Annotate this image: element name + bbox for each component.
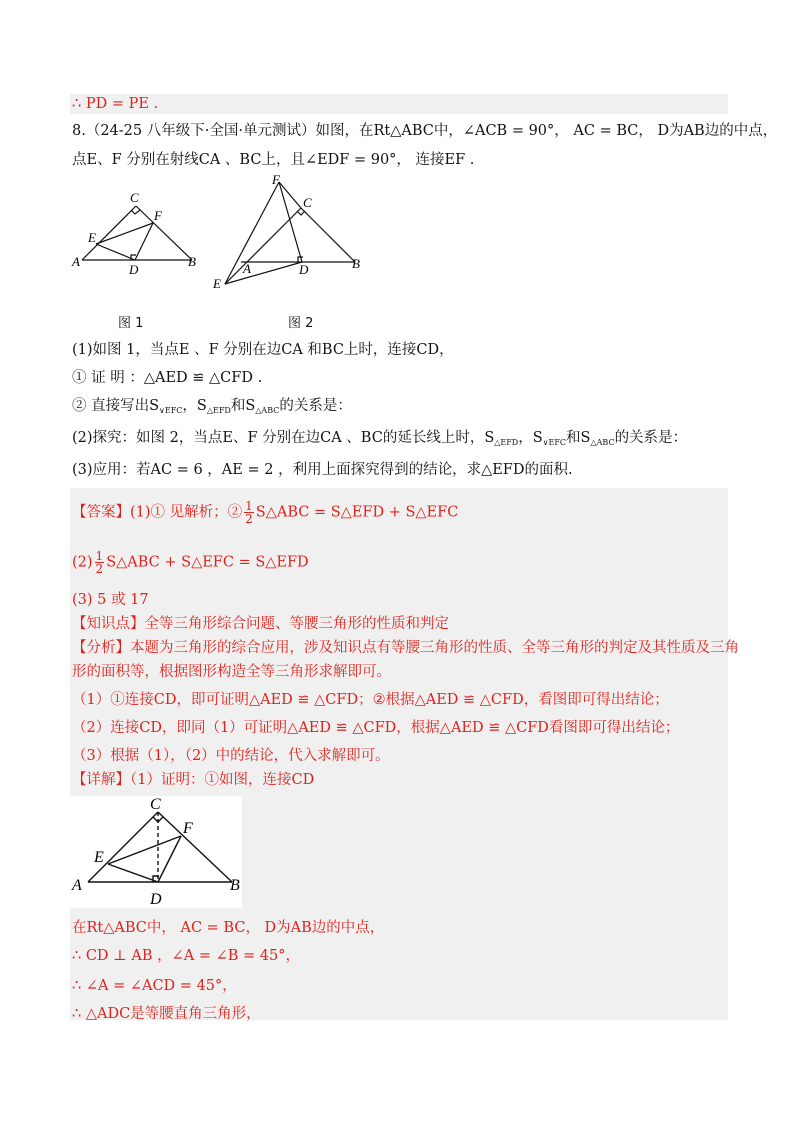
analysis-step-1: （1）①连接CD，即可证明△AED ≌ △CFD；②根据△AED ≌ △CFD，看图即可得出结论； <box>72 692 669 708</box>
analysis-line-1 <box>72 638 739 658</box>
q1b-post: 的关系是： <box>279 398 352 414</box>
q2-sub-2: ∨EFC <box>542 438 567 447</box>
fig1-label-e: E <box>88 230 96 245</box>
knowledge-tag: 【知识点】 <box>72 616 145 632</box>
fig2-label-e: E <box>213 276 221 291</box>
q1b-sub-3: △ABC <box>255 406 280 415</box>
knowledge-point <box>72 614 449 634</box>
answer-1-label: 【答案】(1)① 见解析；② <box>72 504 243 521</box>
question-3: (3)应用：若AC = 6 ，AE = 2 ，利用上面探究得到的结论，求△EFD的面积. <box>72 462 573 478</box>
fig3-label-e: E <box>94 849 104 866</box>
fig2-caption: 图 2 <box>288 316 314 331</box>
figure-1 <box>68 188 208 278</box>
detail-text: （1）证明：①如图，连接CD <box>130 772 315 788</box>
q2-sub-1: △EFD <box>494 438 519 447</box>
q2-pre: (2)探究：如图 2，当点E、F 分别在边CA 、BC的延长线上时，S <box>72 430 495 446</box>
fig3-label-b: B <box>230 877 240 894</box>
answer-1 <box>72 500 458 525</box>
fig1-label-b: B <box>188 254 196 269</box>
analysis-step-3: （3）根据（1），（2）中的结论，代入求解即可。 <box>72 748 390 764</box>
question-1-part-1: ① 证 明 ：△AED ≌ △CFD . <box>72 370 263 386</box>
detail-line <box>72 770 314 790</box>
previous-answer-box <box>70 94 728 114</box>
q2-mid-1: ，S <box>518 430 543 446</box>
proof-line-3: ∴ ∠A = ∠ACD = 45°， <box>72 978 237 994</box>
analysis-line-2: 形的面积等，根据图形构造全等三角形求解即可。 <box>72 664 391 680</box>
q2-post: 的关系是： <box>614 430 688 446</box>
answer-1-formula: S△ABC = S△EFD + S△EFC <box>255 504 459 521</box>
fig1-label-c: C <box>130 190 139 205</box>
figure-3 <box>70 796 242 908</box>
problem-line-1: 8.（24-25 八年级下·全国·单元测试）如图，在Rt△ABC中，∠ACB = 90°， AC = BC， D为AB边的中点， <box>72 123 778 139</box>
fig2-label-c: C <box>303 195 312 210</box>
fig2-label-f: F <box>272 172 280 187</box>
question-1-part-2 <box>72 396 352 421</box>
proof-line-1: 在Rt△ABC中， AC = BC， D为AB边的中点， <box>72 920 385 936</box>
answer-1-fraction: $\frac{1}{2}$ <box>245 499 253 526</box>
fig1-label-a: A <box>72 254 80 269</box>
fig3-label-d: D <box>150 891 162 908</box>
fig2-label-a: A <box>243 261 251 276</box>
q1b-mid-1: ，S <box>182 398 207 414</box>
figure-2 <box>205 170 375 295</box>
analysis-step-2: （2）连接CD，即同（1）可证明△AED ≌ △CFD，根据△AED ≌ △CFD看图即可得出结论； <box>72 720 680 736</box>
answer-2-fraction: $\frac{1}{2}$ <box>95 549 104 576</box>
fig1-label-f: F <box>154 208 162 223</box>
answer-2-formula: S△ABC + S△EFC = S△EFD <box>106 554 309 571</box>
question-2 <box>72 428 687 453</box>
fig3-label-a: A <box>72 877 82 894</box>
knowledge-text: 全等三角形综合问题、等腰三角形的性质和判定 <box>144 616 449 632</box>
answer-3: (3) 5 或 17 <box>72 592 149 608</box>
answer-2-label: (2) <box>72 554 93 571</box>
q1b-sub-1: ∨EFC <box>159 406 183 415</box>
analysis-text-1: 本题为三角形的综合应用，涉及知识点有等腰三角形的性质、全等三角形的判定及其性质及三角 <box>130 640 739 656</box>
answer-2 <box>72 550 309 575</box>
question-1: (1)如图 1，当点E 、F 分别在边CA 和BC上时，连接CD， <box>72 342 454 358</box>
problem-line-2: 点E、F 分别在射线CA 、BC上，且∠EDF = 90°， 连接EF . <box>72 152 475 168</box>
q1b-mid-2: 和S <box>230 398 256 414</box>
fig2-label-d: D <box>299 262 309 277</box>
fig1-label-d: D <box>129 262 139 277</box>
detail-tag: 【详解】 <box>72 772 130 788</box>
fig3-label-c: C <box>150 796 161 813</box>
fig1-caption: 图 1 <box>118 316 144 331</box>
proof-line-2: ∴ CD ⊥ AB ，∠A = ∠B = 45°， <box>72 948 301 964</box>
q2-mid-2: 和S <box>566 430 591 446</box>
q2-sub-3: △ABC <box>590 438 615 447</box>
fig2-label-b: B <box>352 256 360 271</box>
fig3-label-f: F <box>183 820 193 837</box>
q1b-pre: ② 直接写出S <box>72 398 160 414</box>
previous-conclusion: ∴ PD = PE . <box>72 96 159 112</box>
proof-line-4: ∴ △ADC是等腰直角三角形， <box>72 1006 261 1022</box>
q1b-sub-2: △EFD <box>206 406 231 415</box>
analysis-tag: 【分析】 <box>72 640 130 656</box>
